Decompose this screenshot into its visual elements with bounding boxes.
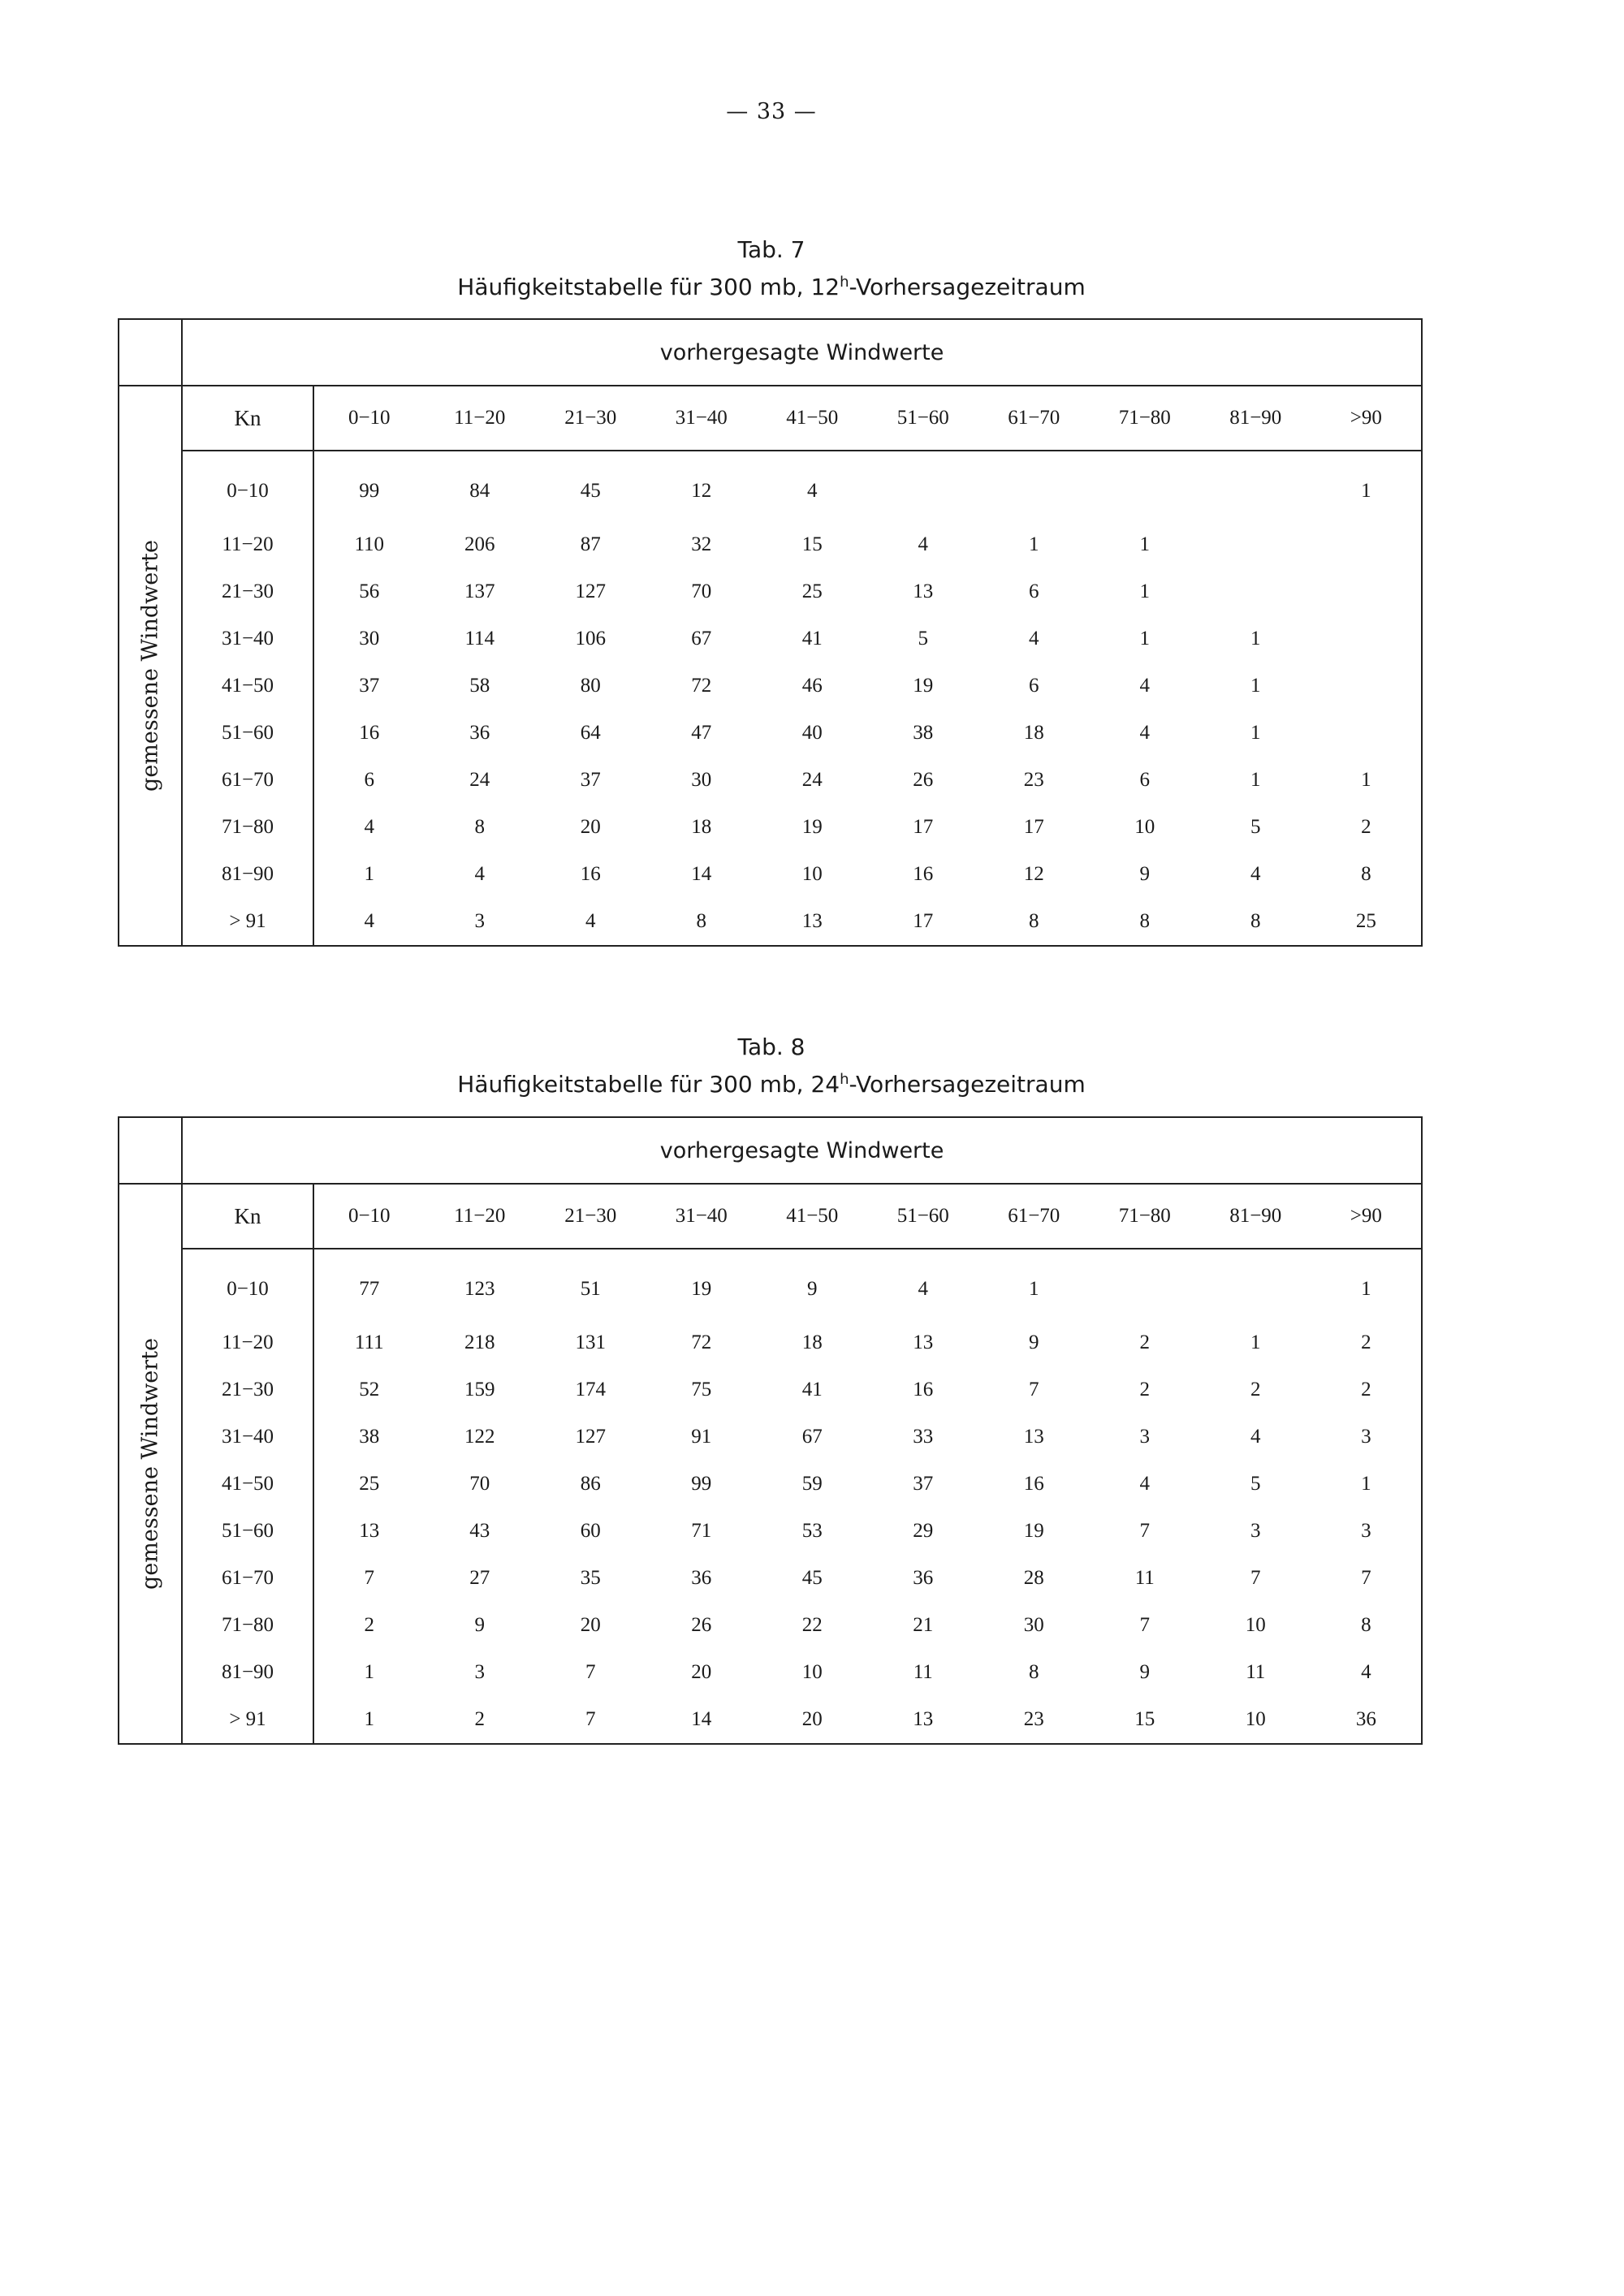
table-cell: 18 <box>801 1331 823 1353</box>
table-cell: 18 <box>691 816 712 838</box>
column-header: 31−40 <box>646 386 758 451</box>
table-cell: 2 <box>1250 1379 1261 1400</box>
table-cell: 2 <box>1311 1319 1423 1366</box>
table-cell: 2 <box>425 1696 536 1744</box>
table-cell: 4 <box>918 1278 928 1300</box>
table-cell: 91 <box>691 1426 712 1448</box>
table-cell: 127 <box>575 580 606 602</box>
table-cell: 6 <box>1029 675 1039 697</box>
row-header: 31−40 <box>182 615 313 662</box>
table-cell: 13 <box>757 898 868 946</box>
table-number: Tab. 7 <box>737 236 806 263</box>
table-cell: 23 <box>1023 769 1044 791</box>
table-cell: 16 <box>913 863 934 885</box>
frequency-table <box>118 318 1423 947</box>
table-cell: 87 <box>580 533 601 555</box>
table-cell: 58 <box>469 675 490 697</box>
table-cell: 4 <box>918 533 928 555</box>
table-cell: 1 <box>1250 675 1261 697</box>
table-cell: 99 <box>359 480 380 502</box>
table-cell <box>1311 521 1423 568</box>
table-cell: 4 <box>1250 1426 1261 1448</box>
column-header: 81−90 <box>1200 386 1311 451</box>
table-cell: 20 <box>580 1614 601 1636</box>
table-cell: 1 <box>1250 1331 1261 1353</box>
table-row <box>119 451 1422 521</box>
table-cell: 13 <box>868 1696 979 1744</box>
column-header: 81−90 <box>1200 1184 1311 1249</box>
table-cell: 11 <box>913 1661 933 1683</box>
table-cell: 13 <box>1023 1426 1044 1448</box>
table-cell: 36 <box>691 1567 712 1589</box>
table-cell: 23 <box>978 1696 1090 1744</box>
table-cell <box>1311 615 1423 662</box>
table-cell: 20 <box>757 1696 868 1744</box>
table-cell: 1 <box>1139 580 1150 602</box>
table-cell: 47 <box>691 722 712 744</box>
row-header: 71−80 <box>182 804 313 851</box>
table-cell: 15 <box>1090 1696 1201 1744</box>
table-row <box>119 1249 1422 1319</box>
table-cell <box>1200 1249 1311 1319</box>
row-header: 0−10 <box>182 451 313 521</box>
table-cell: 36 <box>469 722 490 744</box>
table-cell: 36 <box>913 1567 934 1589</box>
table-cell <box>1090 1249 1201 1319</box>
table-cell: 5 <box>1250 816 1261 838</box>
table-cell: 1 <box>1139 533 1150 555</box>
table-cell: 18 <box>1023 722 1044 744</box>
table-corner <box>119 319 182 386</box>
table-cell: 1 <box>364 1661 374 1683</box>
header-row <box>119 1117 1422 1184</box>
table-cell: 40 <box>801 722 823 744</box>
row-header: 61−70 <box>182 1555 313 1602</box>
table-cell: 10 <box>1134 816 1155 838</box>
table-cell: 206 <box>464 533 495 555</box>
table-cell: 1 <box>1250 722 1261 744</box>
table-cell: 16 <box>913 1379 934 1400</box>
table-cell: 11 <box>1134 1567 1155 1589</box>
table-cell: 1 <box>1029 1278 1039 1300</box>
table-cell: 33 <box>913 1426 934 1448</box>
table-cell: 19 <box>801 816 823 838</box>
predicted-values-label: vorhergesagte Windwerte <box>182 1117 1422 1184</box>
table-cell: 60 <box>580 1520 601 1542</box>
row-header: 21−30 <box>182 1366 313 1413</box>
table-cell: 25 <box>801 580 823 602</box>
table-cell: 4 <box>1029 628 1039 650</box>
row-header: 11−20 <box>182 1319 313 1366</box>
table-cell: 8 <box>646 898 758 946</box>
table-cell: 38 <box>359 1426 380 1448</box>
row-header: 11−20 <box>182 521 313 568</box>
table-cell: 1 <box>1311 757 1423 804</box>
table-cell: 1 <box>1139 628 1150 650</box>
table-cell: 9 <box>1139 863 1150 885</box>
unit-header: Kn <box>182 1184 313 1249</box>
table-caption <box>0 1029 1543 1103</box>
table-cell: 19 <box>913 675 934 697</box>
table-cell: 9 <box>807 1278 818 1300</box>
table-cell: 114 <box>464 628 495 650</box>
column-header: >90 <box>1311 1184 1423 1249</box>
table-cell: 2 <box>1311 804 1423 851</box>
table-cell: 8 <box>1311 1602 1423 1649</box>
table-cell <box>1311 710 1423 757</box>
table-cell: 12 <box>1023 863 1044 885</box>
table-cell: 30 <box>691 769 712 791</box>
table-cell: 3 <box>1311 1508 1423 1555</box>
table-cell: 1 <box>313 1696 425 1744</box>
table-cell: 5 <box>918 628 928 650</box>
table-row <box>119 521 1422 568</box>
table-cell: 70 <box>469 1473 490 1495</box>
table-cell <box>1200 568 1311 615</box>
table-cell <box>1311 662 1423 710</box>
row-header: > 91 <box>182 1696 313 1744</box>
table-cell: 4 <box>1139 1473 1150 1495</box>
table-cell: 15 <box>801 533 823 555</box>
column-header: 61−70 <box>978 386 1090 451</box>
table-cell: 20 <box>580 816 601 838</box>
table-row <box>119 1366 1422 1413</box>
measured-values-cell <box>119 1184 182 1744</box>
table-cell: 46 <box>801 675 823 697</box>
table-cell: 1 <box>364 863 374 885</box>
table-cell: 26 <box>913 769 934 791</box>
table-row <box>119 710 1422 757</box>
table-row <box>119 804 1422 851</box>
table-cell: 25 <box>359 1473 380 1495</box>
measured-values-cell <box>119 386 182 946</box>
table-cell <box>1200 451 1311 521</box>
table-cell: 41 <box>801 1379 823 1400</box>
column-header: 31−40 <box>646 1184 758 1249</box>
table-cell: 5 <box>1250 1473 1261 1495</box>
table-cell: 41 <box>801 628 823 650</box>
table-cell: 2 <box>1311 1366 1423 1413</box>
column-header: >90 <box>1311 386 1423 451</box>
table-cell: 37 <box>580 769 601 791</box>
table-cell: 4 <box>1311 1649 1423 1696</box>
column-header: 51−60 <box>868 386 979 451</box>
table-cell: 27 <box>469 1567 490 1589</box>
table-cell <box>1200 521 1311 568</box>
table-cell: 2 <box>364 1614 374 1636</box>
table-caption <box>0 231 1543 306</box>
table-cell: 137 <box>464 580 495 602</box>
table-cell: 43 <box>469 1520 490 1542</box>
table-cell: 1 <box>1250 769 1261 791</box>
column-header: 21−30 <box>535 386 646 451</box>
table-cell: 56 <box>359 580 380 602</box>
table-cell: 71 <box>691 1520 712 1542</box>
row-header: 81−90 <box>182 1649 313 1696</box>
table-row <box>119 662 1422 710</box>
row-header: 31−40 <box>182 1413 313 1461</box>
row-header: > 91 <box>182 898 313 946</box>
table-cell: 122 <box>464 1426 495 1448</box>
column-header: 71−80 <box>1090 386 1201 451</box>
table-cell: 38 <box>913 722 934 744</box>
table-cell: 3 <box>1139 1426 1150 1448</box>
table-cell: 8 <box>1029 1661 1039 1683</box>
table-row <box>119 1649 1422 1696</box>
table-cell: 12 <box>691 480 712 502</box>
column-header-row <box>119 386 1422 451</box>
table-cell: 86 <box>580 1473 601 1495</box>
table-cell: 25 <box>1311 898 1423 946</box>
table-row <box>119 1602 1422 1649</box>
table-cell: 6 <box>1029 580 1039 602</box>
table-cell: 3 <box>474 1661 485 1683</box>
table-cell: 1 <box>1029 533 1039 555</box>
column-header: 11−20 <box>425 386 536 451</box>
table-cell <box>1090 451 1201 521</box>
table-cell: 24 <box>801 769 823 791</box>
table-cell: 4 <box>313 898 425 946</box>
table-cell <box>868 451 979 521</box>
table-cell: 1 <box>1311 1249 1423 1319</box>
table-row <box>119 1461 1422 1508</box>
table-row <box>119 1413 1422 1461</box>
row-header: 71−80 <box>182 1602 313 1649</box>
table-cell: 11 <box>1246 1661 1266 1683</box>
frequency-table <box>118 1116 1423 1745</box>
table-cell: 19 <box>691 1278 712 1300</box>
table-cell: 4 <box>474 863 485 885</box>
table-cell: 4 <box>1139 675 1150 697</box>
column-header: 21−30 <box>535 1184 646 1249</box>
table-cell: 110 <box>354 533 385 555</box>
table-cell: 45 <box>801 1567 823 1589</box>
table-cell: 24 <box>469 769 490 791</box>
row-header: 61−70 <box>182 757 313 804</box>
column-header: 51−60 <box>868 1184 979 1249</box>
column-header: 11−20 <box>425 1184 536 1249</box>
table-cell: 3 <box>1250 1520 1261 1542</box>
table-row <box>119 615 1422 662</box>
table-cell: 1 <box>1311 1461 1423 1508</box>
table-row <box>119 851 1422 898</box>
table-cell: 75 <box>691 1379 712 1400</box>
table-cell: 19 <box>1023 1520 1044 1542</box>
table-cell: 7 <box>1250 1567 1261 1589</box>
table-cell: 26 <box>691 1614 712 1636</box>
table-cell: 13 <box>913 580 934 602</box>
table-cell: 67 <box>691 628 712 650</box>
frequency-table-12h <box>118 318 1421 947</box>
table-cell: 84 <box>469 480 490 502</box>
unit-header: Kn <box>182 386 313 451</box>
table-cell: 13 <box>359 1520 380 1542</box>
table-cell: 14 <box>691 863 712 885</box>
table-cell: 59 <box>801 1473 823 1495</box>
table-cell: 127 <box>575 1426 606 1448</box>
table-cell: 37 <box>359 675 380 697</box>
table-cell: 16 <box>580 863 601 885</box>
table-cell: 131 <box>575 1331 606 1353</box>
table-cell: 123 <box>464 1278 495 1300</box>
table-row <box>119 1508 1422 1555</box>
table-row <box>119 1319 1422 1366</box>
table-cell: 51 <box>580 1278 601 1300</box>
table-cell: 159 <box>464 1379 495 1400</box>
table-cell: 37 <box>913 1473 934 1495</box>
row-header: 81−90 <box>182 851 313 898</box>
table-cell: 14 <box>646 1696 758 1744</box>
column-header: 0−10 <box>313 386 425 451</box>
table-cell: 10 <box>801 863 823 885</box>
column-header: 41−50 <box>757 1184 868 1249</box>
table-cell: 8 <box>1090 898 1201 946</box>
table-cell: 22 <box>801 1614 823 1636</box>
table-cell: 35 <box>580 1567 601 1589</box>
table-cell: 4 <box>535 898 646 946</box>
table-cell: 218 <box>464 1331 495 1353</box>
table-cell: 30 <box>359 628 380 650</box>
row-header: 0−10 <box>182 1249 313 1319</box>
table-cell: 8 <box>1200 898 1311 946</box>
table-cell: 106 <box>575 628 606 650</box>
table-cell: 2 <box>1139 1379 1150 1400</box>
table-cell: 32 <box>691 533 712 555</box>
column-header: 41−50 <box>757 386 868 451</box>
table-cell: 20 <box>691 1661 712 1683</box>
predicted-values-label: vorhergesagte Windwerte <box>182 319 1422 386</box>
table-cell: 80 <box>580 675 601 697</box>
table-cell <box>978 451 1090 521</box>
table-cell: 7 <box>364 1567 374 1589</box>
table-cell: 9 <box>1029 1331 1039 1353</box>
table-cell: 4 <box>1139 722 1150 744</box>
table-row <box>119 1555 1422 1602</box>
table-cell: 8 <box>474 816 485 838</box>
table-cell: 52 <box>359 1379 380 1400</box>
column-header: 71−80 <box>1090 1184 1201 1249</box>
table-cell: 17 <box>868 898 979 946</box>
column-header-row <box>119 1184 1422 1249</box>
table-row <box>119 1696 1422 1744</box>
table-cell <box>1311 568 1423 615</box>
header-row <box>119 319 1422 386</box>
table-cell: 8 <box>1311 851 1423 898</box>
table-row <box>119 568 1422 615</box>
table-number: Tab. 8 <box>737 1034 806 1060</box>
page-number: — 33 — <box>726 99 817 124</box>
table-cell: 16 <box>1023 1473 1044 1495</box>
table-cell: 7 <box>535 1696 646 1744</box>
table-cell: 7 <box>1311 1555 1423 1602</box>
table-cell: 10 <box>1245 1614 1266 1636</box>
table-cell: 111 <box>354 1331 384 1353</box>
table-row <box>119 757 1422 804</box>
table-title: Häufigkeitstabelle für 300 mb, 12$^h$-Vorhersagezeitraum <box>457 274 1086 300</box>
table-cell: 70 <box>691 580 712 602</box>
table-cell: 72 <box>691 675 712 697</box>
table-cell: 7 <box>1139 1520 1150 1542</box>
table-cell: 1 <box>1250 628 1261 650</box>
table-cell: 4 <box>364 816 374 838</box>
table-cell: 29 <box>913 1520 934 1542</box>
table-cell: 6 <box>364 769 374 791</box>
table-cell: 72 <box>691 1331 712 1353</box>
table-cell: 4 <box>807 480 818 502</box>
table-cell: 3 <box>1311 1413 1423 1461</box>
table-cell: 16 <box>359 722 380 744</box>
table-cell: 77 <box>359 1278 380 1300</box>
table-cell: 7 <box>1029 1379 1039 1400</box>
table-cell: 174 <box>575 1379 606 1400</box>
table-cell: 67 <box>801 1426 823 1448</box>
row-header: 41−50 <box>182 1461 313 1508</box>
measured-values-label: gemessene Windwerte <box>137 1338 163 1590</box>
row-header: 51−60 <box>182 1508 313 1555</box>
table-corner <box>119 1117 182 1184</box>
column-header: 61−70 <box>978 1184 1090 1249</box>
table-cell: 99 <box>691 1473 712 1495</box>
table-cell: 30 <box>1023 1614 1044 1636</box>
row-header: 41−50 <box>182 662 313 710</box>
table-row <box>119 898 1422 946</box>
table-cell: 10 <box>801 1661 823 1683</box>
table-cell: 3 <box>425 898 536 946</box>
table-cell: 53 <box>801 1520 823 1542</box>
table-title: Häufigkeitstabelle für 300 mb, 24$^h$-Vorhersagezeitraum <box>457 1071 1086 1098</box>
table-cell: 45 <box>580 480 601 502</box>
table-cell: 9 <box>474 1614 485 1636</box>
table-cell: 13 <box>913 1331 934 1353</box>
table-cell: 7 <box>585 1661 596 1683</box>
table-cell: 4 <box>1250 863 1261 885</box>
table-cell: 6 <box>1139 769 1150 791</box>
table-cell: 7 <box>1139 1614 1150 1636</box>
table-cell: 21 <box>913 1614 934 1636</box>
table-cell: 17 <box>1023 816 1044 838</box>
table-cell: 10 <box>1200 1696 1311 1744</box>
row-header: 51−60 <box>182 710 313 757</box>
table-cell: 36 <box>1311 1696 1423 1744</box>
table-cell: 2 <box>1139 1331 1150 1353</box>
table-cell: 64 <box>580 722 601 744</box>
table-cell: 8 <box>978 898 1090 946</box>
column-header: 0−10 <box>313 1184 425 1249</box>
row-header: 21−30 <box>182 568 313 615</box>
frequency-table-24h <box>118 1116 1421 1745</box>
measured-values-label: gemessene Windwerte <box>137 540 163 792</box>
table-cell: 1 <box>1311 451 1423 521</box>
table-cell: 28 <box>1023 1567 1044 1589</box>
table-cell: 9 <box>1139 1661 1150 1683</box>
table-cell: 17 <box>913 816 934 838</box>
